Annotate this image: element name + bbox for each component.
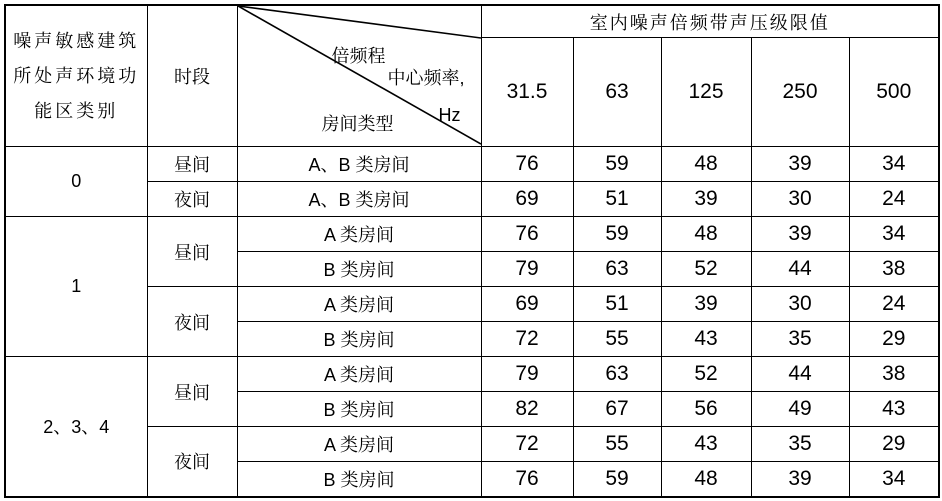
value-cell: 59 <box>573 462 661 497</box>
value-cell: 59 <box>573 217 661 252</box>
value-cell: 55 <box>573 427 661 462</box>
value-cell: 72 <box>481 322 573 357</box>
room-type-cell: B 类房间 <box>237 392 481 427</box>
category-cell: 1 <box>5 217 147 357</box>
room-type-cell: B 类房间 <box>237 322 481 357</box>
period-cell: 夜间 <box>147 287 237 357</box>
room-type-cell: A、B 类房间 <box>237 147 481 182</box>
value-cell: 79 <box>481 252 573 287</box>
value-cell: 48 <box>661 217 751 252</box>
value-cell: 43 <box>849 392 939 427</box>
room-type-cell: B 类房间 <box>237 462 481 497</box>
value-cell: 29 <box>849 427 939 462</box>
frequency-cell: 250 <box>751 38 849 147</box>
period-header-cell: 时段 <box>147 5 237 147</box>
value-cell: 39 <box>661 182 751 217</box>
value-cell: 76 <box>481 147 573 182</box>
value-cell: 52 <box>661 357 751 392</box>
period-cell: 昼间 <box>147 217 237 287</box>
table-row <box>5 217 939 252</box>
value-cell: 34 <box>849 462 939 497</box>
value-cell: 29 <box>849 322 939 357</box>
room-type-cell: A 类房间 <box>237 287 481 322</box>
room-type-cell: A 类房间 <box>237 357 481 392</box>
value-cell: 48 <box>661 462 751 497</box>
room-type-cell: B 类房间 <box>237 252 481 287</box>
value-cell: 63 <box>573 357 661 392</box>
period-cell: 昼间 <box>147 357 237 427</box>
category-cell: 2、3、4 <box>5 357 147 497</box>
value-cell: 30 <box>751 287 849 322</box>
value-cell: 49 <box>751 392 849 427</box>
value-cell: 30 <box>751 182 849 217</box>
diagonal-header-cell <box>237 5 481 147</box>
value-cell: 34 <box>849 217 939 252</box>
octave-band-label: 倍频程 <box>331 46 386 66</box>
diagonal-line-upper <box>238 6 481 38</box>
value-cell: 35 <box>751 322 849 357</box>
header-row-top <box>5 5 939 38</box>
value-cell: 76 <box>481 217 573 252</box>
frequency-cell: 500 <box>849 38 939 147</box>
value-cell: 69 <box>481 287 573 322</box>
noise-limits-table <box>4 4 940 498</box>
value-cell: 39 <box>751 217 849 252</box>
value-cell: 55 <box>573 322 661 357</box>
frequency-cell: 125 <box>661 38 751 147</box>
value-cell: 59 <box>573 147 661 182</box>
value-cell: 76 <box>481 462 573 497</box>
value-cell: 38 <box>849 252 939 287</box>
limits-title-cell: 室内噪声倍频带声压级限值 <box>481 5 939 38</box>
period-cell: 昼间 <box>147 147 237 182</box>
value-cell: 67 <box>573 392 661 427</box>
value-cell: 79 <box>481 357 573 392</box>
value-cell: 35 <box>751 427 849 462</box>
diagonal-header-content <box>238 6 481 146</box>
room-type-cell: A 类房间 <box>237 427 481 462</box>
value-cell: 52 <box>661 252 751 287</box>
value-cell: 48 <box>661 147 751 182</box>
value-cell: 24 <box>849 182 939 217</box>
value-cell: 24 <box>849 287 939 322</box>
room-type-cell: A 类房间 <box>237 217 481 252</box>
period-cell: 夜间 <box>147 182 237 217</box>
table-row <box>5 357 939 392</box>
frequency-cell: 31.5 <box>481 38 573 147</box>
value-cell: 72 <box>481 427 573 462</box>
value-cell: 63 <box>573 252 661 287</box>
frequency-cell: 63 <box>573 38 661 147</box>
hz-unit-label: Hz <box>438 105 461 125</box>
value-cell: 39 <box>751 147 849 182</box>
category-header-cell: 噪声敏感建筑所处声环境功能区类别 <box>5 5 147 147</box>
table-row <box>5 147 939 182</box>
center-frequency-label: 中心频率, <box>387 68 465 88</box>
value-cell: 34 <box>849 147 939 182</box>
value-cell: 82 <box>481 392 573 427</box>
period-cell: 夜间 <box>147 427 237 497</box>
room-type-label: 房间类型 <box>321 114 394 134</box>
value-cell: 43 <box>661 322 751 357</box>
room-type-cell: A、B 类房间 <box>237 182 481 217</box>
value-cell: 43 <box>661 427 751 462</box>
value-cell: 39 <box>751 462 849 497</box>
value-cell: 38 <box>849 357 939 392</box>
category-cell: 0 <box>5 147 147 217</box>
value-cell: 69 <box>481 182 573 217</box>
value-cell: 51 <box>573 182 661 217</box>
value-cell: 39 <box>661 287 751 322</box>
value-cell: 51 <box>573 287 661 322</box>
value-cell: 56 <box>661 392 751 427</box>
value-cell: 44 <box>751 252 849 287</box>
value-cell: 44 <box>751 357 849 392</box>
